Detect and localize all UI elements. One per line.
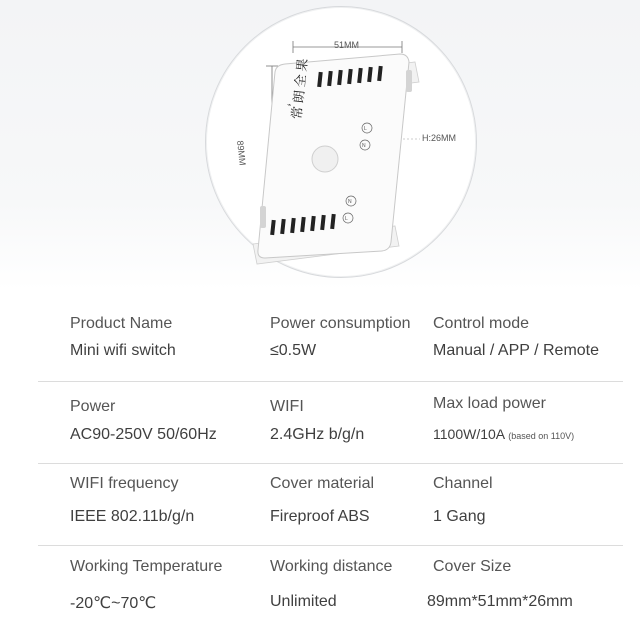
svg-text:N: N (348, 199, 352, 205)
max-load-value: 1100W/10A (433, 426, 505, 442)
spec-value: 1 Gang (433, 508, 486, 525)
spec-row-2 (0, 382, 640, 464)
spec-label: Power (70, 398, 116, 415)
spec-label: Working distance (270, 558, 393, 575)
spec-label: WIFI (270, 398, 304, 415)
spec-value: Fireproof ABS (270, 508, 370, 525)
depth-dimension-label: H:26MM (422, 133, 457, 143)
spec-value: 2.4GHz b/g/n (270, 426, 365, 443)
spec-label: Max load power (433, 395, 546, 412)
spec-label: Cover material (270, 475, 375, 492)
svg-text:N: N (362, 143, 366, 149)
spec-value (433, 426, 574, 442)
spec-label: Product Name (70, 315, 173, 332)
spec-label: Power consumption (270, 315, 411, 332)
spec-value: 89mm*51mm*26mm (427, 593, 573, 610)
spec-row-3 (0, 464, 640, 546)
spec-value: -20℃~70℃ (70, 595, 157, 612)
svg-text:L: L (364, 126, 367, 132)
spec-label: Control mode (433, 315, 530, 332)
spec-value: ≤0.5W (270, 342, 317, 359)
spec-value: Mini wifi switch (70, 342, 176, 359)
spec-row-4 (0, 546, 640, 628)
spec-value: IEEE 802.11b/g/n (70, 508, 195, 525)
spec-value: Unlimited (270, 593, 337, 610)
spec-label: Working Temperature (70, 558, 223, 575)
max-load-note: (based on 110V) (508, 431, 575, 441)
spec-value: Manual / APP / Remote (433, 342, 600, 359)
height-dimension-label: 89MM (235, 140, 248, 166)
spec-row-1 (0, 300, 640, 382)
svg-text:⌁: ⌁ (287, 102, 292, 109)
width-dimension-label: 51MM (334, 40, 360, 50)
spec-label: Cover Size (433, 558, 512, 575)
spec-label: WIFI frequency (70, 475, 179, 492)
spec-label: Channel (433, 475, 493, 492)
spec-value: AC90-250V 50/60Hz (70, 426, 217, 443)
brand-logo-text: 常朗全果 (289, 54, 312, 120)
svg-text:L: L (345, 216, 348, 222)
